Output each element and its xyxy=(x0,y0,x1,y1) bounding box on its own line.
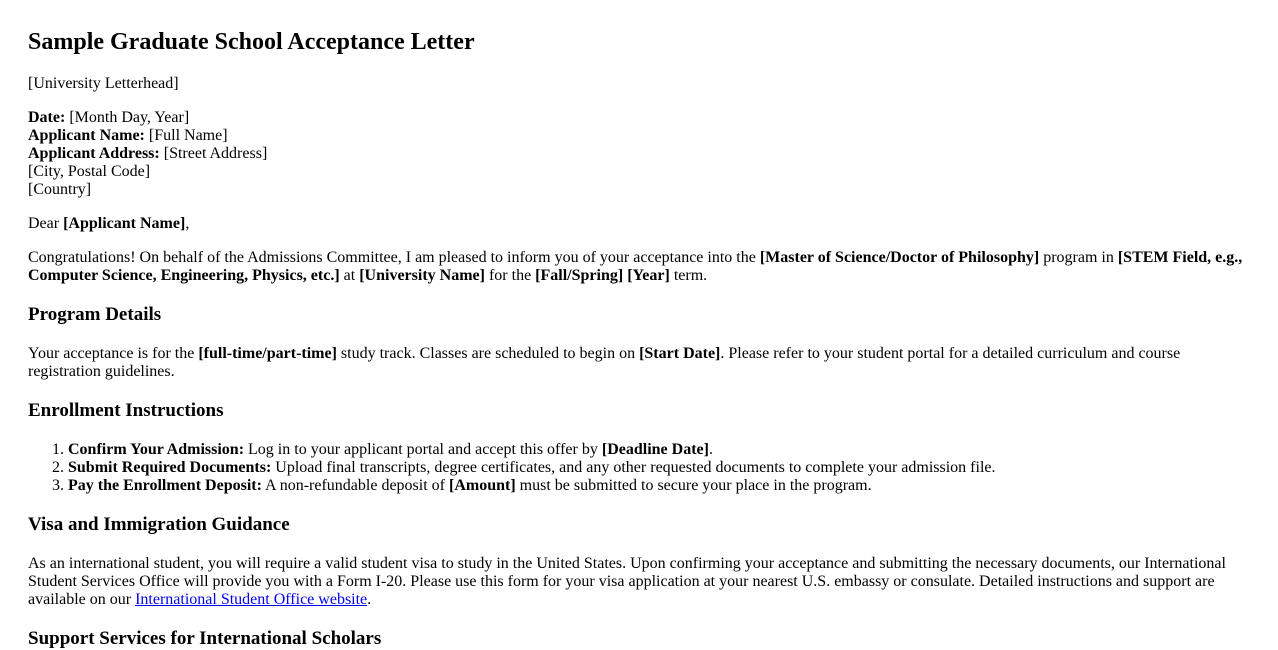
header-fields xyxy=(28,109,1250,199)
intro-text-4: for the xyxy=(484,267,536,284)
visa-heading: Visa and Immigration Guidance xyxy=(28,514,290,535)
intro-text-6: term. xyxy=(669,267,708,284)
program-text-1: Your acceptance is for the xyxy=(28,345,199,362)
enrollment-heading: Enrollment Instructions xyxy=(28,400,224,421)
program-text-2: study track. Classes are scheduled to begin on xyxy=(336,345,640,362)
salutation-name: [Applicant Name] xyxy=(63,215,186,232)
enrollment-item-text-end: must be submitted to secure your place in the program. xyxy=(515,477,872,494)
letterhead: [University Letterhead] xyxy=(28,75,179,92)
enrollment-item-bold: [Amount] xyxy=(449,477,516,494)
date-line xyxy=(28,109,1250,127)
applicant-address-line xyxy=(28,145,1250,163)
enrollment-item-text: A non-refundable deposit of xyxy=(261,477,449,494)
intro-text-2: program in xyxy=(1039,249,1118,266)
list-item xyxy=(68,477,1250,495)
list-item xyxy=(68,441,1250,459)
list-item xyxy=(68,459,1250,477)
support-heading: Support Services for International Scholars xyxy=(28,628,382,649)
date-value: [Month Day, Year] xyxy=(65,109,190,126)
enrollment-item-text-end: . xyxy=(708,441,713,458)
date-label: Date: xyxy=(28,109,66,126)
salutation xyxy=(28,215,1250,233)
program-details-paragraph xyxy=(28,345,1250,381)
intro-field: [STEM Field, e.g., Computer Science, Engineering, Physics, etc.] xyxy=(28,249,1243,284)
visa-paragraph xyxy=(28,555,1250,609)
page-title: Sample Graduate School Acceptance Letter xyxy=(28,29,475,55)
program-start-date: [Start Date] xyxy=(639,345,721,362)
visa-text-1: As an international student, you will require a valid student visa to study in the United States. Upon confirming your acceptance and submitting the necessary documents, our International Student Services Office will provide you with a Form I-20. Please use this form for your visa application at your nearest U.S. embassy or consulate. Detailed instructions and support are available on our xyxy=(28,555,1226,608)
applicant-name-label: Applicant Name: xyxy=(28,127,145,144)
program-text-3: . Please refer to your student portal for a detailed curriculum and course registration guidelines. xyxy=(28,345,1181,380)
applicant-name-value: [Full Name] xyxy=(144,127,228,144)
enrollment-item-bold: [Deadline Date] xyxy=(601,441,709,458)
intro-semester: [Fall/Spring] xyxy=(535,267,624,284)
program-track: [full-time/part-time] xyxy=(198,345,337,362)
visa-text-2: . xyxy=(367,591,372,608)
applicant-address-value: [Street Address] xyxy=(159,145,268,162)
enrollment-list xyxy=(28,441,1250,495)
international-student-office-link[interactable]: International Student Office website xyxy=(135,591,368,608)
intro-text-3: at xyxy=(339,267,360,284)
address-line-3: [Country] xyxy=(28,181,92,198)
salutation-prefix: Dear xyxy=(28,215,64,232)
intro-degree: [Master of Science/Doctor of Philosophy] xyxy=(759,249,1040,266)
enrollment-item-label: Confirm Your Admission: xyxy=(68,441,245,458)
applicant-address-label: Applicant Address: xyxy=(28,145,160,162)
enrollment-item-label: Pay the Enrollment Deposit: xyxy=(68,477,262,494)
intro-year: [Year] xyxy=(627,267,670,284)
address-line-2: [City, Postal Code] xyxy=(28,163,151,180)
intro-text-1: Congratulations! On behalf of the Admissions Committee, I am pleased to inform you of your acceptance into the xyxy=(28,249,760,266)
intro-university: [University Name] xyxy=(359,267,485,284)
program-details-heading: Program Details xyxy=(28,304,162,325)
enrollment-item-text: Upload final transcripts, degree certificates, and any other requested documents to complete your admission file. xyxy=(271,459,996,476)
enrollment-item-text: Log in to your applicant portal and accept this offer by xyxy=(244,441,602,458)
applicant-name-line xyxy=(28,127,1250,145)
intro-paragraph xyxy=(28,249,1250,285)
salutation-suffix: , xyxy=(185,215,190,232)
enrollment-item-label: Submit Required Documents: xyxy=(68,459,272,476)
